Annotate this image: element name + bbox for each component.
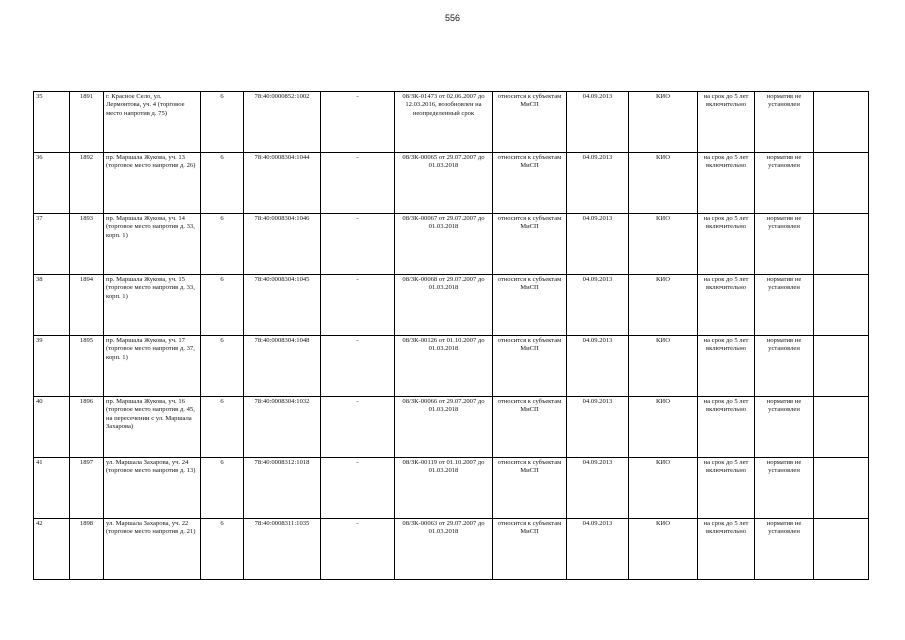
term-cell: на срок до 5 лет включительно <box>698 519 755 580</box>
address-cell: пр. Маршала Жукова, уч. 16 (торговое место напротив д. 45, на пересечении с ул. Маршала Захарова) <box>104 397 201 458</box>
district-cell: 6 <box>201 275 244 336</box>
cadastral-number-cell: 78:40:0008311:1035 <box>244 519 321 580</box>
date-cell: 04.09.2013 <box>567 458 629 519</box>
empty-value-cell: - <box>321 214 395 275</box>
cadastral-number-cell: 78:40:0008304:1048 <box>244 336 321 397</box>
date-cell: 04.09.2013 <box>567 336 629 397</box>
row-number-cell: 35 <box>34 92 70 153</box>
address-cell: пр. Маршала Жукова, уч. 15 (торговое место напротив д. 33, корп. 1) <box>104 275 201 336</box>
district-cell: 6 <box>201 458 244 519</box>
empty-value-cell: - <box>321 397 395 458</box>
term-cell: на срок до 5 лет включительно <box>698 397 755 458</box>
record-id-cell: 1891 <box>70 92 104 153</box>
date-cell: 04.09.2013 <box>567 153 629 214</box>
date-cell: 04.09.2013 <box>567 397 629 458</box>
row-number-cell: 39 <box>34 336 70 397</box>
table-row <box>34 92 869 153</box>
term-cell: на срок до 5 лет включительно <box>698 275 755 336</box>
organization-cell: КИО <box>629 397 698 458</box>
row-number-cell: 40 <box>34 397 70 458</box>
row-number-cell: 38 <box>34 275 70 336</box>
record-id-cell: 1895 <box>70 336 104 397</box>
norm-cell: норматив не установлен <box>755 397 814 458</box>
term-cell: на срок до 5 лет включительно <box>698 458 755 519</box>
norm-cell: норматив не установлен <box>755 458 814 519</box>
status-cell: относится к субъектам МиСП <box>493 275 567 336</box>
date-cell: 04.09.2013 <box>567 519 629 580</box>
record-id-cell: 1892 <box>70 153 104 214</box>
contract-cell: 08/ЗК-00067 от 29.07.2007 до 01.03.2018 <box>395 214 493 275</box>
table-row <box>34 458 869 519</box>
table-row <box>34 275 869 336</box>
organization-cell: КИО <box>629 336 698 397</box>
blank-cell <box>814 458 869 519</box>
status-cell: относится к субъектам МиСП <box>493 92 567 153</box>
contract-cell: 08/ЗК-00119 от 01.10.2007 до 01.03.2018 <box>395 458 493 519</box>
organization-cell: КИО <box>629 275 698 336</box>
status-cell: относится к субъектам МиСП <box>493 519 567 580</box>
norm-cell: норматив не установлен <box>755 336 814 397</box>
cadastral-number-cell: 78:40:0008304:1046 <box>244 214 321 275</box>
term-cell: на срок до 5 лет включительно <box>698 92 755 153</box>
cadastral-number-cell: 78:40:0000852:1002 <box>244 92 321 153</box>
status-cell: относится к субъектам МиСП <box>493 336 567 397</box>
blank-cell <box>814 153 869 214</box>
organization-cell: КИО <box>629 214 698 275</box>
contract-cell: 08/ЗК-00068 от 29.07.2007 до 01.03.2018 <box>395 275 493 336</box>
norm-cell: норматив не установлен <box>755 214 814 275</box>
organization-cell: КИО <box>629 519 698 580</box>
district-cell: 6 <box>201 336 244 397</box>
record-id-cell: 1897 <box>70 458 104 519</box>
status-cell: относится к субъектам МиСП <box>493 153 567 214</box>
district-cell: 6 <box>201 397 244 458</box>
address-cell: пр. Маршала Жукова, уч. 13 (торговое место напротив д. 26) <box>104 153 201 214</box>
norm-cell: норматив не установлен <box>755 92 814 153</box>
blank-cell <box>814 92 869 153</box>
district-cell: 6 <box>201 519 244 580</box>
address-cell: ул. Маршала Захарова, уч. 24 (торговое место напротив д. 13) <box>104 458 201 519</box>
record-id-cell: 1893 <box>70 214 104 275</box>
blank-cell <box>814 275 869 336</box>
term-cell: на срок до 5 лет включительно <box>698 336 755 397</box>
table-body <box>34 92 869 580</box>
norm-cell: норматив не установлен <box>755 153 814 214</box>
record-id-cell: 1896 <box>70 397 104 458</box>
record-id-cell: 1894 <box>70 275 104 336</box>
table-row <box>34 336 869 397</box>
contract-cell: 08/ЗК-00126 от 01.10.2007 до 01.03.2018 <box>395 336 493 397</box>
date-cell: 04.09.2013 <box>567 92 629 153</box>
empty-value-cell: - <box>321 92 395 153</box>
organization-cell: КИО <box>629 458 698 519</box>
row-number-cell: 41 <box>34 458 70 519</box>
contract-cell: 08/ЗК-00063 от 29.07.2007 до 01.03.2018 <box>395 519 493 580</box>
district-cell: 6 <box>201 153 244 214</box>
row-number-cell: 37 <box>34 214 70 275</box>
empty-value-cell: - <box>321 153 395 214</box>
status-cell: относится к субъектам МиСП <box>493 397 567 458</box>
empty-value-cell: - <box>321 336 395 397</box>
date-cell: 04.09.2013 <box>567 214 629 275</box>
row-number-cell: 36 <box>34 153 70 214</box>
district-cell: 6 <box>201 92 244 153</box>
district-cell: 6 <box>201 214 244 275</box>
blank-cell <box>814 397 869 458</box>
address-cell: пр. Маршала Жукова, уч. 14 (торговое место напротив д. 33, корп. 1) <box>104 214 201 275</box>
blank-cell <box>814 519 869 580</box>
empty-value-cell: - <box>321 275 395 336</box>
blank-cell <box>814 214 869 275</box>
cadastral-number-cell: 78:40:0008304:1045 <box>244 275 321 336</box>
page-number: 556 <box>444 13 461 23</box>
norm-cell: норматив не установлен <box>755 519 814 580</box>
cadastral-number-cell: 78:40:0008312:1018 <box>244 458 321 519</box>
table-row <box>34 519 869 580</box>
term-cell: на срок до 5 лет включительно <box>698 214 755 275</box>
date-cell: 04.09.2013 <box>567 275 629 336</box>
address-cell: пр. Маршала Жукова, уч. 17 (торговое место напротив д. 37, корп. 1) <box>104 336 201 397</box>
norm-cell: норматив не установлен <box>755 275 814 336</box>
contract-cell: 08/ЗК-00065 от 29.07.2007 до 01.03.2018 <box>395 153 493 214</box>
cadastral-number-cell: 78:40:0008304:1044 <box>244 153 321 214</box>
term-cell: на срок до 5 лет включительно <box>698 153 755 214</box>
empty-value-cell: - <box>321 519 395 580</box>
organization-cell: КИО <box>629 153 698 214</box>
blank-cell <box>814 336 869 397</box>
status-cell: относится к субъектам МиСП <box>493 458 567 519</box>
contract-cell: 08/ЗК-00066 от 29.07.2007 до 01.03.2018 <box>395 397 493 458</box>
address-cell: г. Красное Село, ул. Лермонтова, уч. 4 (торговое место напротив д. 75) <box>104 92 201 153</box>
record-id-cell: 1898 <box>70 519 104 580</box>
contract-cell: 08/ЗК-01473 от 02.06.2007 до 12.03.2016, возобновлен на неопределенный срок <box>395 92 493 153</box>
cadastral-number-cell: 78:40:0008304:1032 <box>244 397 321 458</box>
registry-table <box>33 91 869 580</box>
table-row <box>34 214 869 275</box>
status-cell: относится к субъектам МиСП <box>493 214 567 275</box>
table-row <box>34 153 869 214</box>
table-row <box>34 397 869 458</box>
address-cell: ул. Маршала Захарова, уч. 22 (торговое место напротив д. 21) <box>104 519 201 580</box>
organization-cell: КИО <box>629 92 698 153</box>
empty-value-cell: - <box>321 458 395 519</box>
row-number-cell: 42 <box>34 519 70 580</box>
